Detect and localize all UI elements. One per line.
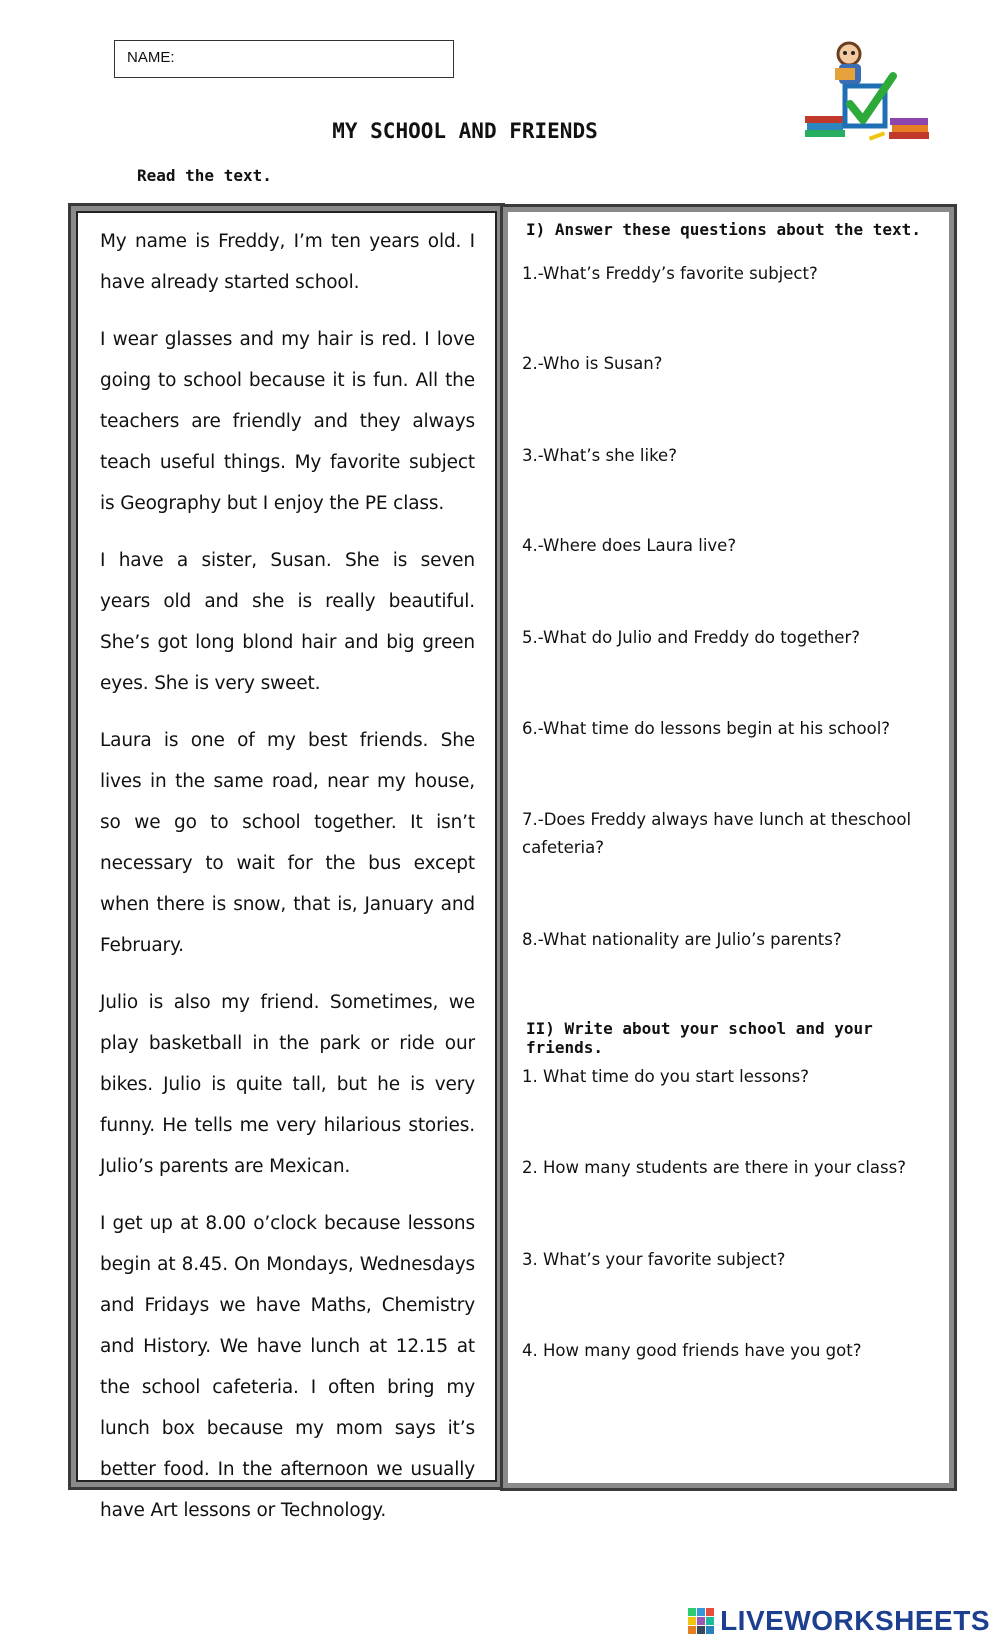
liveworksheets-logo[interactable]: [688, 1605, 990, 1637]
question-item: 1.-What’s Freddy’s favorite subject?: [522, 264, 818, 283]
reading-instruction: Read the text.: [137, 166, 272, 185]
reading-paragraph: Julio is also my friend. Sometimes, we play basketball in the park or ride our bikes. Julio is quite tall, but he is very funny. He tells me very hilarious stories. Julio’s parents are Mexican.: [100, 992, 475, 1177]
questions-panel: [500, 204, 957, 1491]
reading-paragraph: My name is Freddy, I’m ten years old. I have already started school.: [100, 231, 475, 293]
reading-paragraph: I wear glasses and my hair is red. I love going to school because it is fun. All the teachers are friendly and they always teach useful things. My favorite subject is Geography but I enjoy the PE class.: [100, 329, 475, 514]
question-item: 3. What’s your favorite subject?: [522, 1250, 786, 1269]
teacher-checkmark-illustration: [805, 38, 930, 148]
questions-inner: [508, 212, 949, 1483]
question-item: 7.-Does Freddy always have lunch at theschool cafeteria?: [522, 810, 912, 857]
question-item: 5.-What do Julio and Freddy do together?: [522, 628, 861, 647]
name-label: NAME:: [127, 49, 175, 66]
name-field[interactable]: [114, 40, 454, 78]
liveworksheets-icon: [688, 1608, 714, 1634]
question-item: 8.-What nationality are Julio’s parents?: [522, 930, 842, 949]
section-2-heading: II) Write about your school and your friends.: [526, 1019, 873, 1057]
question-item: 4. How many good friends have you got?: [522, 1341, 862, 1360]
reading-text-panel: [68, 203, 505, 1521]
section-1-heading: I) Answer these questions about the text.: [526, 220, 921, 239]
reading-paragraph: Laura is one of my best friends. She lives in the same road, near my house, so we go to school together. It isn’t necessary to wait for the bus except when there is snow, that is, January and February.: [100, 730, 475, 956]
question-item: 2.-Who is Susan?: [522, 354, 663, 373]
page-title: MY SCHOOL AND FRIENDS: [332, 119, 598, 143]
question-item: 1. What time do you start lessons?: [522, 1067, 809, 1086]
liveworksheets-brand: LIVEWORKSHEETS: [720, 1605, 990, 1636]
reading-paragraph: I get up at 8.00 o’clock because lessons begin at 8.45. On Mondays, Wednesdays and Fridays we have Maths, Chemistry and History. We have lunch at 12.15 at the school cafeteria. I often bring my lunch box because my mom says it’s better food. In the afternoon we usually have Art lessons or Technology.: [100, 1213, 475, 1521]
question-item: 4.-Where does Laura live?: [522, 536, 737, 555]
question-item: 3.-What’s she like?: [522, 446, 677, 465]
reading-text-inner: [76, 211, 497, 1521]
question-item: 6.-What time do lessons begin at his school?: [522, 719, 891, 738]
reading-paragraph: I have a sister, Susan. She is seven years old and she is really beautiful. She’s got long blond hair and big green eyes. She is very sweet.: [100, 550, 475, 694]
question-item: 2. How many students are there in your class?: [522, 1158, 906, 1177]
